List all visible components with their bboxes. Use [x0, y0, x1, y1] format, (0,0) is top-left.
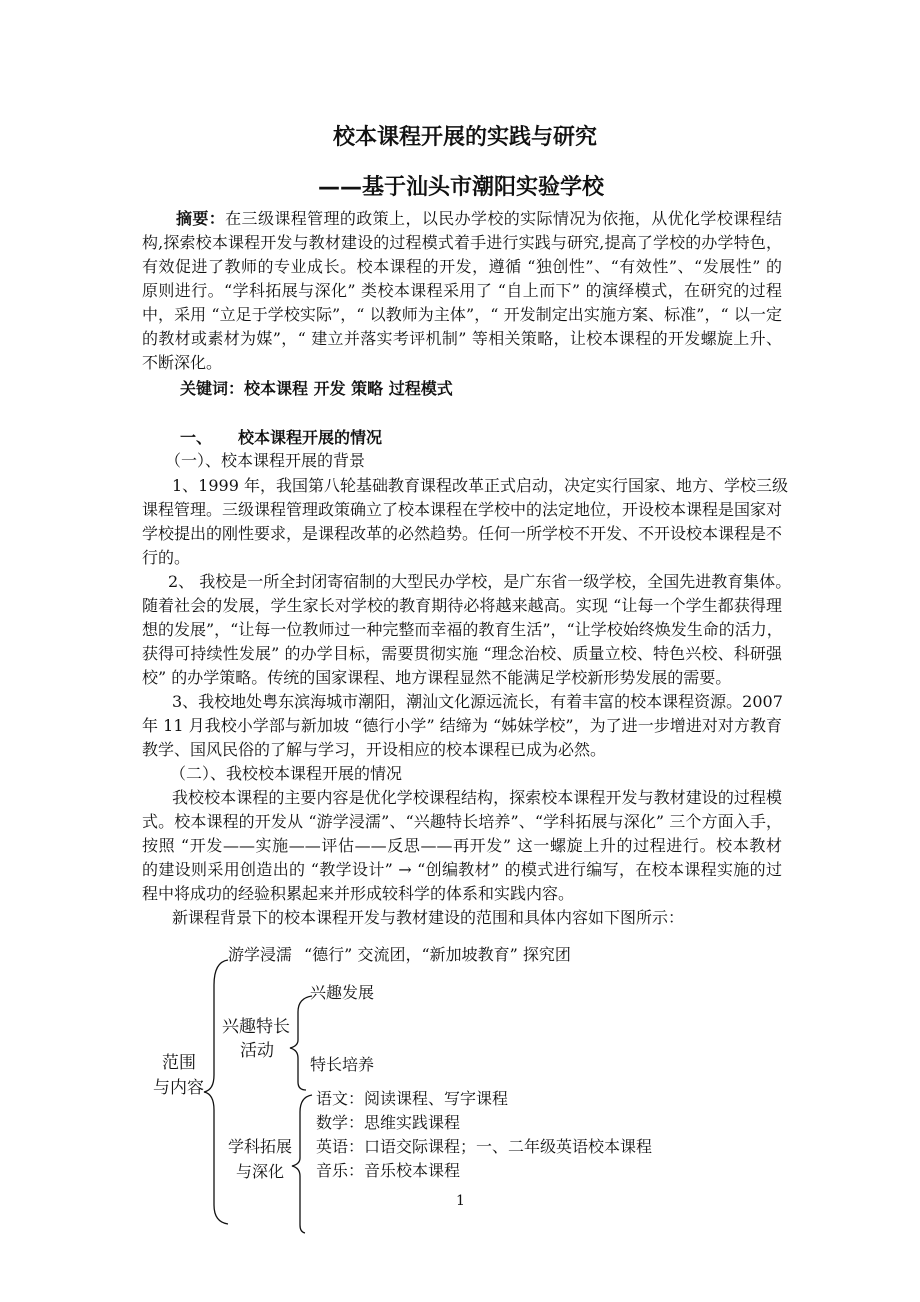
abstract-line: 中，采用 “立足于学校实际”，“ 以教师为主体”，“ 开发制定出实施方案、标准”，“ 以一定	[142, 305, 782, 324]
root-brace	[204, 960, 228, 1224]
branch-item: 数学：思维实践课程	[316, 1113, 461, 1132]
keywords: 关键词：校本课程 开发 策略 过程模式	[180, 379, 453, 398]
branch-label: 兴趣特长	[222, 1017, 290, 1037]
paragraph-line: 新课程背景下的校本课程开发与教材建设的范围和具体内容如下图所示：	[172, 908, 685, 927]
paragraph-line: 按照 “开发——实施——评估——反思——再开发” 这一螺旋上升的过程进行。校本教材	[142, 836, 782, 855]
abstract-line: 摘要：在三级课程管理的政策上，以民办学校的实际情况为依拖，从优化学校课程结	[176, 209, 782, 228]
page-number: 1	[456, 1193, 465, 1209]
subject-brace	[292, 1095, 312, 1233]
root-label: 与内容	[153, 1078, 204, 1098]
branch-item: 兴趣发展	[310, 983, 375, 1002]
abstract-line: 原则进行。“学科拓展与深化” 类校本课程采用了 “自上而下” 的演绎模式，在研究的过程	[142, 281, 782, 300]
branch-label: 与深化	[236, 1162, 285, 1181]
abstract-line: 的教材或素材为媒”，“ 建立并落实考评机制” 等相关策略，让校本课程的开发螺旋上升、	[142, 329, 782, 348]
section-heading: 校本课程开展的情况	[238, 428, 383, 447]
abstract-label: 摘要：	[176, 209, 226, 228]
branch-item: 音乐：音乐校本课程	[316, 1161, 461, 1180]
paragraph-line: 教学、国风民俗的了解与学习，开设相应的校本课程已成为必然。	[142, 740, 607, 759]
root-label: 范围	[162, 1053, 196, 1073]
branch-label: 游学浸濡	[228, 945, 293, 964]
paragraph-line: 获得可持续性发展” 的办学目标，需要贯彻实施 “理念治校、质量立校、特色兴校、科研强	[142, 644, 782, 663]
branch-content: “德行” 交流团，“新加坡教育” 探究团	[304, 945, 571, 964]
abstract-line: 构,探索校本课程开发与教材建设的过程模式着手进行实践与研究,提高了学校的办学特色，	[142, 233, 782, 252]
paragraph-line: 程中将成功的经验积累起来并形成较科学的体系和实践内容。	[142, 884, 575, 903]
paragraph-line: 年 11 月我校小学部与新加坡 “德行小学” 结缔为 “姊妹学校”，为了进一步增进对对方教育	[142, 716, 782, 735]
branch-item: 语文：阅读课程、写字课程	[316, 1089, 509, 1108]
document-title: 校本课程开展的实践与研究	[333, 125, 598, 150]
subsection-heading: （二）、我校校本课程开展的情况	[170, 764, 403, 783]
paragraph-line: 的建设则采用创造出的 “教学设计” → “创编教材” 的模式进行编写，在校本课程实施的过	[142, 860, 782, 879]
paragraph-line: 我校校本课程的主要内容是优化学校课程结构，探索校本课程开发与教材建设的过程模	[172, 788, 782, 807]
paragraph-line: 学校提出的刚性要求，是课程改革的必然趋势。任何一所学校不开发、不开设校本课程是不	[142, 524, 783, 543]
interest-brace	[290, 996, 312, 1090]
paragraph-line: 行的。	[142, 548, 191, 567]
paragraph-line: 2、 我校是一所全封闭寄宿制的大型民办学校，是广东省一级学校，全国先进教育集体。	[168, 572, 792, 591]
branch-item: 特长培养	[310, 1055, 375, 1074]
paragraph-line: 3、我校地处粤东滨海城市潮阳，潮汕文化源远流长，有着丰富的校本课程资源。2007	[172, 692, 783, 711]
abstract-line: 不断深化。	[142, 353, 223, 372]
document-subtitle: ——基于汕头市潮阳实验学校	[318, 175, 605, 200]
paragraph-line: 1、1999 年，我国第八轮基础教育课程改革正式启动，决定实行国家、地方、学校三级	[172, 476, 788, 495]
branch-item: 英语：口语交际课程；一、二年级英语校本课程	[316, 1137, 653, 1156]
paragraph-line: 校” 的办学策略。传统的国家课程、地方课程显然不能满足学校新形势发展的需要。	[142, 668, 732, 687]
paragraph-line: 式。校本课程的开发从 “游学浸濡”、“兴趣特长培养”、“学科拓展与深化” 三个方面入手，	[142, 812, 782, 831]
paragraph-line: 想的发展”，“让每一位教师过一种完整而幸福的教育生活”，“让学校始终焕发生命的活力，	[142, 620, 783, 639]
subsection-heading: （一）、校本课程开展的背景	[165, 451, 366, 470]
paragraph-line: 随着社会的发展，学生家长对学校的教育期待必将越来越高。实现 “让每一个学生都获得理	[142, 596, 782, 615]
abstract-line: 有效促进了教师的专业成长。校本课程的开发，遵循 “独创性”、“有效性”、“发展性” 的	[142, 257, 782, 276]
branch-label: 学科拓展	[228, 1137, 293, 1156]
section-number: 一、	[180, 428, 213, 447]
branch-label: 活动	[240, 1041, 274, 1061]
paragraph-line: 课程管理。三级课程管理政策确立了校本课程在学校中的法定地位，开设校本课程是国家对	[142, 500, 783, 519]
